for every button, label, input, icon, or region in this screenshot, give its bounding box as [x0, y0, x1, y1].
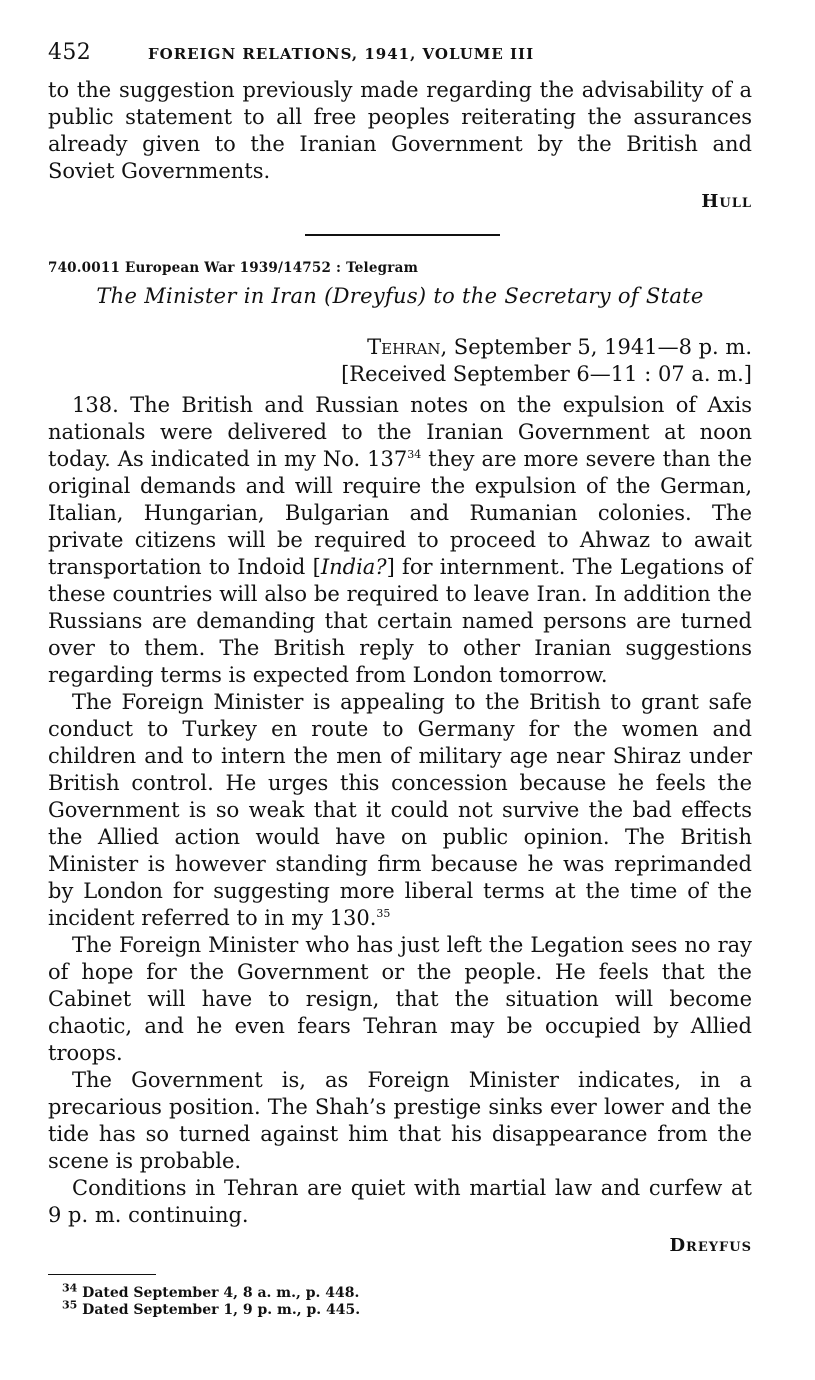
footnote-mark: 35: [62, 1298, 78, 1312]
running-title: FOREIGN RELATIONS, 1941, VOLUME III: [148, 45, 535, 63]
editorial-insertion: India?: [320, 555, 387, 579]
footnote-text: Dated September 1, 9 p. m., p. 445.: [77, 1302, 361, 1318]
signature-hull: Hull: [701, 191, 752, 212]
paragraph-1: [48, 392, 752, 689]
dateline-date: , September 5, 1941—8 p. m.: [440, 335, 752, 359]
paragraph-4: The Government is, as Foreign Minister indicates, in a precarious position. The Shah’s prestige sinks ever lower and the tide has so turned against him that his disappearance from the scene is probable.: [48, 1068, 752, 1173]
footnote-divider: [48, 1274, 156, 1275]
paragraph-1-text-c: ] for internment. The Legations of these countries will also be required to leave Iran. In addition the Russians are demanding that certain named persons are turned over to them. The British reply to other Iranian suggestions regarding terms is expected from London tomorrow.: [48, 555, 752, 687]
footnote-ref-35: 35: [376, 907, 391, 920]
footnote-34: [62, 1281, 752, 1302]
paragraph-1-text-b: they are more severe than the original demands and will require the expulsion of the German, Italian, Hungarian, Bulgarian and Rumanian colonies. The private citizens will be required to proceed to Ahwaz to await transportation to Indoid [: [48, 447, 752, 579]
footnote-ref-34: 34: [407, 448, 422, 461]
footnote-35: [62, 1298, 752, 1319]
footnote-mark: 34: [62, 1281, 78, 1295]
signature-dreyfus: Dreyfus: [669, 1235, 752, 1256]
footnotes: [48, 1281, 752, 1319]
page-header: [48, 40, 752, 65]
paragraph-1-text-a: 138. The British and Russian notes on the expulsion of Axis nationals were delivered to the Iranian Government at noon today. As indicated in my No. 137: [48, 393, 752, 471]
file-number: 740.0011 European War 1939/14752 : Telegram: [48, 260, 419, 276]
paragraph-2: [48, 689, 752, 932]
section-divider: [305, 234, 500, 236]
continuation-paragraph: to the suggestion previously made regarding the advisability of a public statement to all free peoples reiterating the assurances already given to the Iranian Government by the British and Soviet Governments.: [48, 78, 752, 183]
document-title: The Minister in Iran (Dreyfus) to the Secretary of State: [96, 284, 704, 308]
dateline: [48, 334, 752, 388]
paragraph-5: Conditions in Tehran are quiet with martial law and curfew at 9 p. m. continuing.: [48, 1176, 752, 1227]
footnote-text: Dated September 4, 8 a. m., p. 448.: [77, 1285, 360, 1301]
paragraph-2-text: The Foreign Minister is appealing to the British to grant safe conduct to Turkey en route to Germany for the women and children and to intern the men of military age near Shiraz under British control. He urges this concession because he feels the Government is so weak that it could not survive the bad effects the Allied action would have on public opinion. The British Minister is however standing firm because he was reprimanded by London for suggesting more liberal terms at the time of the incident referred to in my 130.: [48, 690, 752, 930]
document-page: [48, 40, 752, 1319]
received-line: [Received September 6—11 : 07 a. m.]: [341, 362, 752, 386]
paragraph-3: The Foreign Minister who has just left the Legation sees no ray of hope for the Government or the people. He feels that the Cabinet will have to resign, that the situation will become chaotic, and he even fears Tehran may be occupied by Allied troops.: [48, 933, 752, 1065]
page-number: 452: [48, 40, 92, 65]
dateline-place: Tehran: [367, 335, 441, 359]
